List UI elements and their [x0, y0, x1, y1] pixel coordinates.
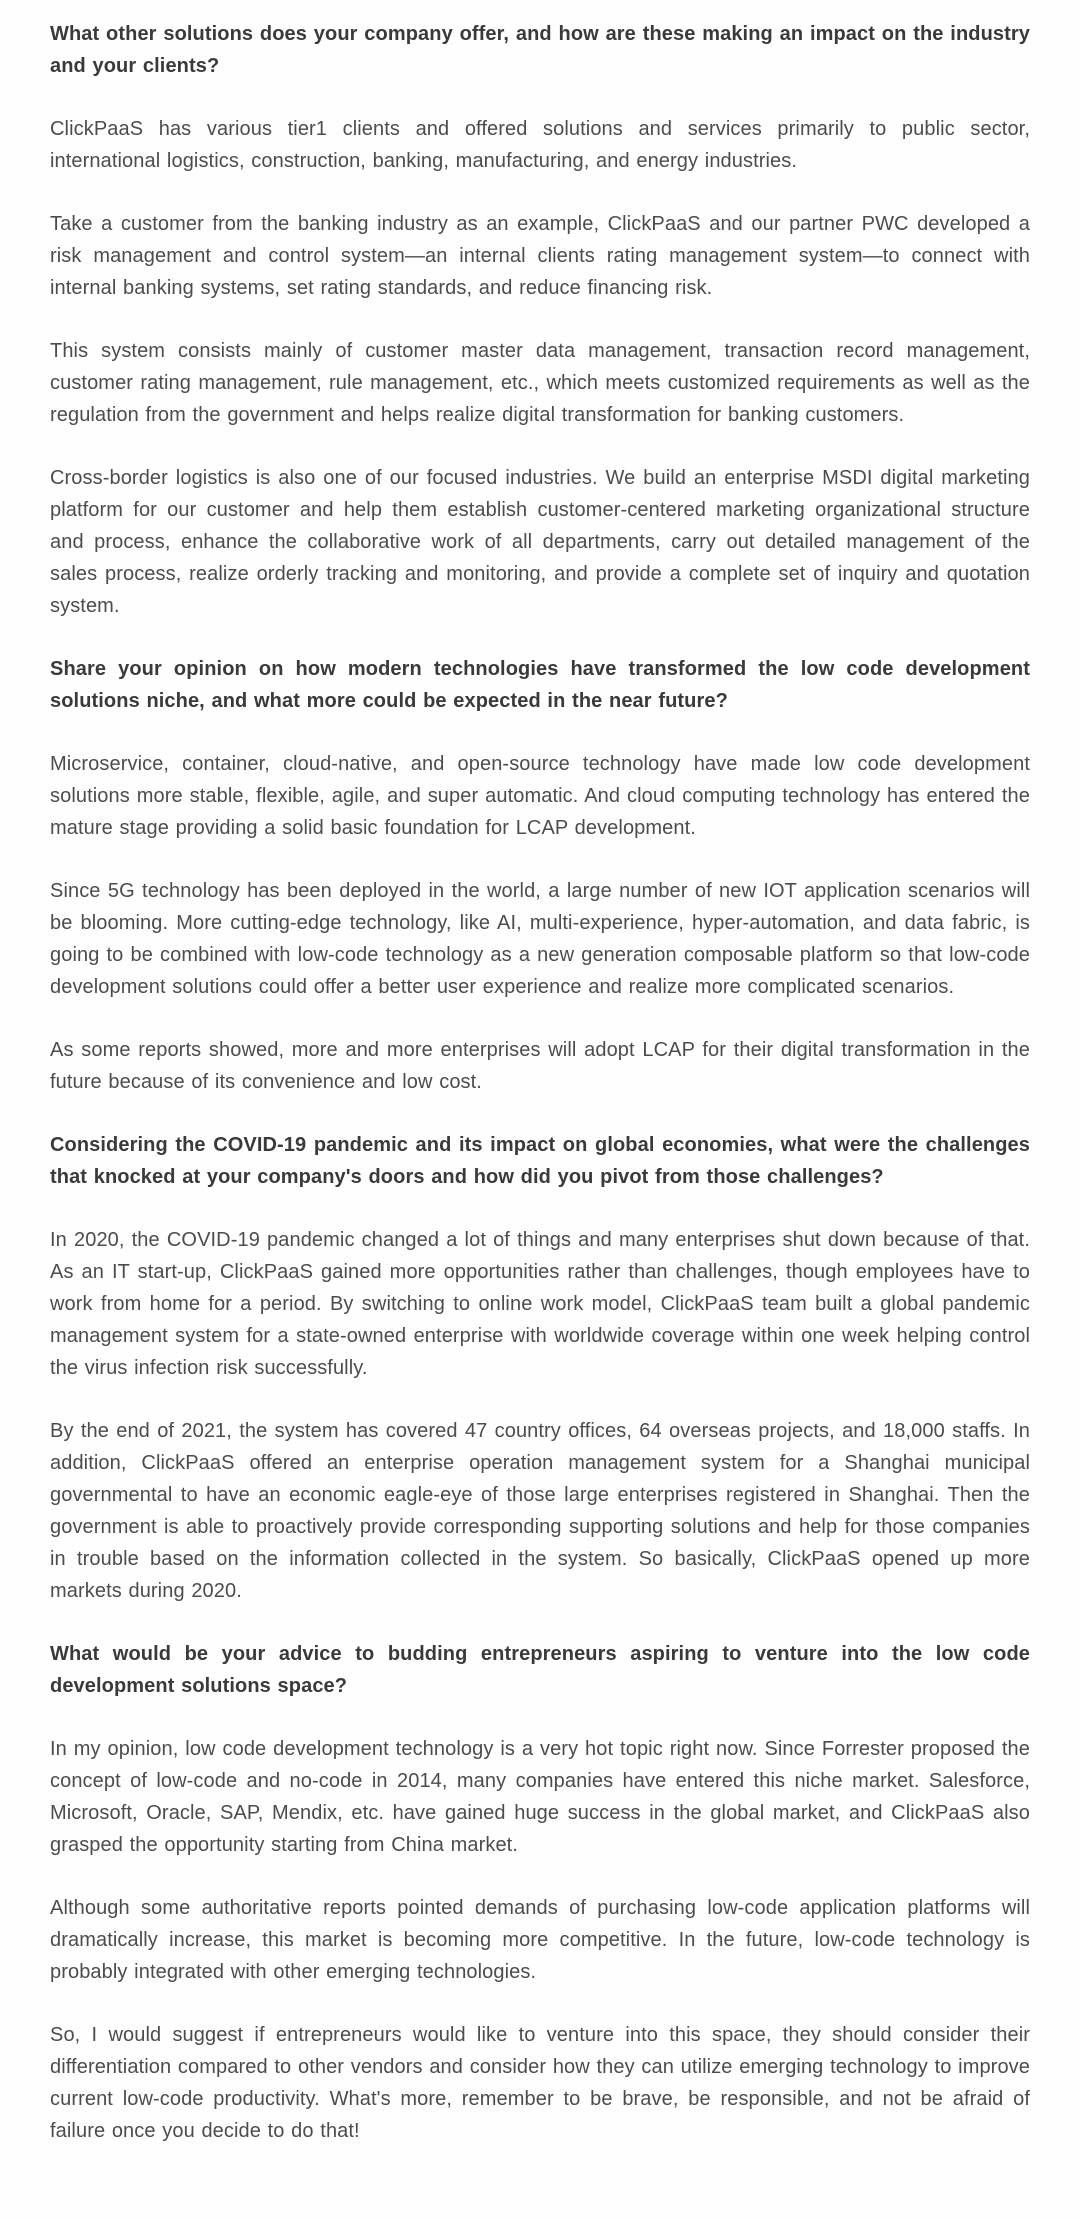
- interview-question: Share your opinion on how modern technologies have transformed the low code development solutions niche, and what more could be expected in the near future?: [50, 658, 1030, 712]
- interview-answer: ClickPaaS has various tier1 clients and offered solutions and services primarily to public sector, international logistics, construction, banking, manufacturing, and energy industries.: [50, 118, 1030, 172]
- interview-answer: As some reports showed, more and more enterprises will adopt LCAP for their digital transformation in the future because of its convenience and low cost.: [50, 1039, 1030, 1093]
- interview-answer: In 2020, the COVID-19 pandemic changed a lot of things and many enterprises shut down because of that. As an IT start-up, ClickPaaS gained more opportunities rather than challenges, though employees have to work from home for a period. By switching to online work model, ClickPaaS team built a global pandemic management system for a state-owned enterprise with worldwide coverage within one week helping control the virus infection risk successfully.: [50, 1229, 1030, 1379]
- interview-answer: Microservice, container, cloud-native, and open-source technology have made low code development solutions more stable, flexible, agile, and super automatic. And cloud computing technology has entered the mature stage providing a solid basic foundation for LCAP development.: [50, 753, 1030, 839]
- interview-answer: So, I would suggest if entrepreneurs would like to venture into this space, they should consider their differentiation compared to other vendors and consider how they can utilize emerging technology to improve current low-code productivity. What's more, remember to be brave, be responsible, and not be afraid of failure once you decide to do that!: [50, 2024, 1030, 2142]
- interview-answer: Take a customer from the banking industry as an example, ClickPaaS and our partner PWC developed a risk management and control system—an internal clients rating management system—to connect with internal banking systems, set rating standards, and reduce financing risk.: [50, 213, 1030, 299]
- interview-question: What would be your advice to budding entrepreneurs aspiring to venture into the low code development solutions space?: [50, 1643, 1030, 1697]
- qa-section-covid-challenges: [50, 1129, 1030, 1607]
- qa-section-modern-technologies: [50, 653, 1030, 1098]
- interview-answer: This system consists mainly of customer master data management, transaction record management, customer rating management, rule management, etc., which meets customized requirements as well as the regulation from the government and helps realize digital transformation for banking customers.: [50, 340, 1030, 426]
- interview-answer: Cross-border logistics is also one of our focused industries. We build an enterprise MSDI digital marketing platform for our customer and help them establish customer-centered marketing organizational structure and process, enhance the collaborative work of all departments, carry out detailed management of the sales process, realize orderly tracking and monitoring, and provide a complete set of inquiry and quotation system.: [50, 467, 1030, 617]
- interview-answer: Although some authoritative reports pointed demands of purchasing low-code application platforms will dramatically increase, this market is becoming more competitive. In the future, low-code technology is probably integrated with other emerging technologies.: [50, 1897, 1030, 1983]
- interview-answer: Since 5G technology has been deployed in the world, a large number of new IOT application scenarios will be blooming. More cutting-edge technology, like AI, multi-experience, hyper-automation, and data fabric, is going to be combined with low-code technology as a new generation composable platform so that low-code development solutions could offer a better user experience and realize more complicated scenarios.: [50, 880, 1030, 998]
- qa-section-advice-entrepreneurs: [50, 1638, 1030, 2147]
- interview-question: What other solutions does your company offer, and how are these making an impact on the industry and your clients?: [50, 23, 1030, 77]
- interview-answer: In my opinion, low code development technology is a very hot topic right now. Since Forrester proposed the concept of low-code and no-code in 2014, many companies have entered this niche market. Salesforce, Microsoft, Oracle, SAP, Mendix, etc. have gained huge success in the global market, and ClickPaaS also grasped the opportunity starting from China market.: [50, 1738, 1030, 1856]
- interview-question: Considering the COVID-19 pandemic and its impact on global economies, what were the challenges that knocked at your company's doors and how did you pivot from those challenges?: [50, 1134, 1030, 1188]
- interview-answer: By the end of 2021, the system has covered 47 country offices, 64 overseas projects, and 18,000 staffs. In addition, ClickPaaS offered an enterprise operation management system for a Shanghai municipal governmental to have an economic eagle-eye of those large enterprises registered in Shanghai. Then the government is able to proactively provide corresponding supporting solutions and help for those companies in trouble based on the information collected in the system. So basically, ClickPaaS opened up more markets during 2020.: [50, 1420, 1030, 1602]
- qa-section-solutions: [50, 18, 1030, 622]
